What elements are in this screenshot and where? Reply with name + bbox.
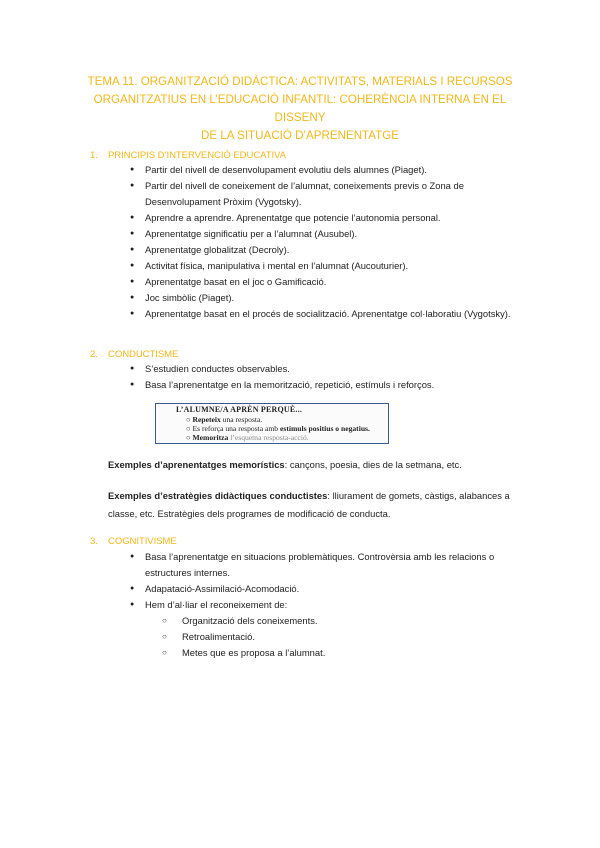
bullet-icon: ●: [130, 214, 135, 221]
list-item: ○ Organització dels coneixements.: [0, 613, 512, 629]
strategy-label: Exemples d’estratègies didàctiques conductistes: [108, 490, 328, 501]
figure-line-2: ○ Es reforça una resposta amb estímuls positius o negatius.: [186, 424, 370, 433]
section-title: COGNITIVISME: [108, 536, 177, 547]
cognitivism-list: [0, 549, 515, 613]
list-item: ● Activitat física, manipulativa i mental en l’alumnat (Aucouturier).: [0, 258, 515, 274]
bullet-icon: ●: [130, 381, 135, 388]
section-number: 2.: [90, 349, 98, 360]
bullet-icon: ●: [130, 166, 135, 173]
principles-list: [0, 162, 515, 322]
bullet-icon: ●: [130, 601, 135, 608]
figure-line-1: ○ Repeteix una resposta.: [186, 415, 263, 424]
list-item: ● Hem d’al·liar el reconeixement de:: [0, 597, 515, 613]
bullet-icon: ●: [130, 230, 135, 237]
list-item: ○ Retroalimentació.: [0, 629, 512, 645]
bullet-icon: ●: [130, 278, 135, 285]
bullet-icon: ●: [130, 262, 135, 269]
cognitivism-sublist: [0, 613, 512, 661]
bullet-icon: ●: [130, 182, 135, 189]
strategy-examples: Exemples d’estratègies didàctiques conductistes: lliurament de gomets, càstigs, alabances a classe, etc. Estratègies dels programes de modificació de conducta.: [108, 490, 510, 519]
circle-bullet-icon: ○: [162, 648, 167, 657]
title-line-2: ORGANITZATIUS EN L’EDUCACIÓ INFANTIL: COHERÈNCIA INTERNA EN EL DISSENY: [93, 93, 507, 124]
section-title: PRINCIPIS D’INTERVENCIÓ EDUCATIVA: [108, 150, 286, 161]
circle-bullet-icon: ○: [162, 616, 167, 625]
bullet-icon: ●: [130, 365, 135, 372]
list-item: ● Aprenentatge globalitzat (Decroly).: [0, 242, 515, 258]
list-item: ● Partir del nivell de coneixement de l’alumnat, coneixements previs o Zona de Desenvolupament Pròxim (Vygotsky).: [130, 180, 464, 207]
bullet-icon: ●: [130, 294, 135, 301]
circle-bullet-icon: ○: [162, 632, 167, 641]
list-item: ● Partir del nivell de desenvolupament evolutiu dels alumnes (Piaget).: [0, 162, 515, 178]
figure-line-3: ○ Memoritza l’esquema resposta-acció.: [186, 433, 309, 442]
behaviorism-figure: [155, 403, 389, 444]
bullet-icon: ●: [130, 246, 135, 253]
list-item: ● Basa l’aprenentatge en la memorització, repetició, estímuls i reforços.: [0, 377, 515, 393]
title-line-3: DE LA SITUACIÓ D’APRENENTATGE: [201, 129, 399, 142]
list-item: ● Aprendre a aprendre. Aprenentatge que potencie l’autonomia personal.: [0, 210, 515, 226]
list-item: ● Basa l’aprenentatge en situacions problemàtiques. Controvèrsia amb les relacions o estructures internes.: [130, 551, 495, 578]
bullet-icon: ●: [130, 310, 135, 317]
list-item: ● Joc simbòlic (Piaget).: [0, 290, 515, 306]
list-item: ● Aprenentatge basat en el procés de socialització. Aprenentatge col·laboratiu (Vygotsky).: [0, 306, 515, 322]
bullet-icon: ●: [130, 585, 135, 592]
document-title: [70, 73, 530, 145]
section-title: CONDUCTISME: [108, 349, 179, 360]
memoristic-examples: Exemples d’aprenentatges memorístics: cançons, poesia, dies de la setmana, etc.: [108, 459, 462, 470]
list-item: ○ Metes que es proposa a l’alumnat.: [0, 645, 512, 661]
section-number: 1.: [90, 150, 98, 161]
list-item: ● Adapatació-Assimilació-Acomodació.: [0, 581, 515, 597]
behaviorism-list: [0, 361, 515, 393]
memoristic-label: Exemples d’aprenentatges memorístics: [108, 459, 285, 470]
title-line-1: TEMA 11. ORGANITZACIÓ DIDÀCTICA: ACTIVITATS, MATERIALS I RECURSOS: [87, 75, 513, 88]
figure-heading: L’ALUMNE/A APRÈN PERQUÈ...: [176, 405, 303, 414]
bullet-icon: ●: [130, 553, 135, 560]
list-item: ● Aprenentatge significatiu per a l’alumnat (Ausubel).: [0, 226, 515, 242]
list-item: ● Aprenentatge basat en el joc o Gamificació.: [0, 274, 515, 290]
section-number: 3.: [90, 536, 98, 547]
list-item: ● S’estudien conductes observables.: [0, 361, 515, 377]
